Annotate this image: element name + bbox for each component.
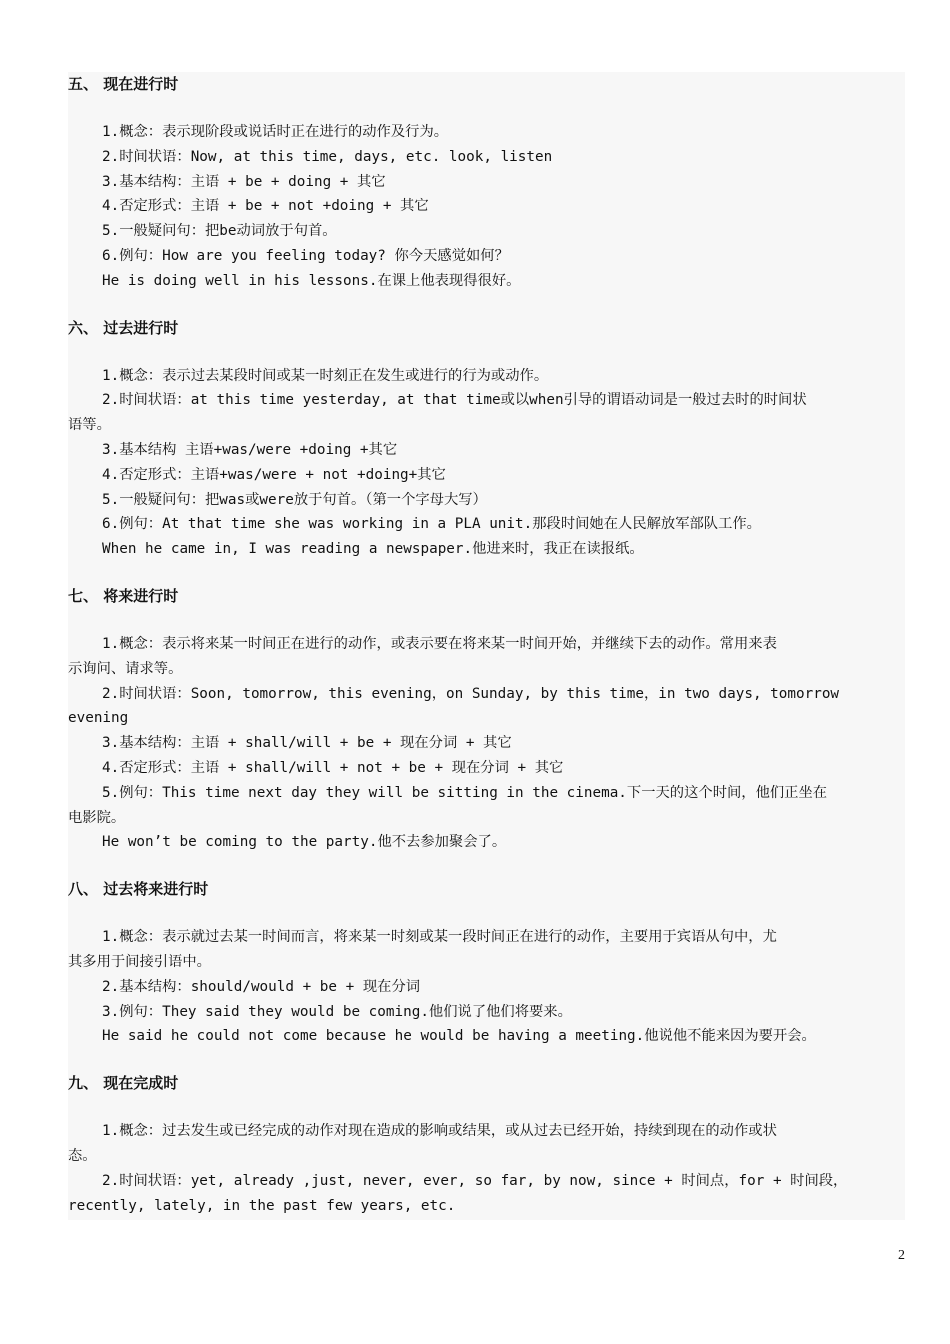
text-line: 语等。 [68, 417, 111, 434]
text-line: 2.基本结构：should/would + be + 现在分词 [102, 978, 421, 995]
heading-gap [68, 901, 905, 925]
text-line: 1.概念：表示现阶段或说话时正在进行的动作及行为。 [102, 124, 449, 140]
text-line: He said he could not come because he would be having a meeting.他说他不能来因为要开会。 [102, 1028, 816, 1045]
text-line: 3.基本结构：主语 + shall/will + be + 现在分词 + 其它 [102, 735, 512, 752]
text-line: He won’t be coming to the party.他不去参加聚会了。 [102, 834, 507, 851]
section-heading: 六、 过去进行时 [68, 318, 179, 337]
text-line: 5.例句：This time next day they will be sitting in the cinema.下一天的这个时间，他们正坐在 [102, 784, 828, 801]
heading-gap [68, 608, 905, 632]
text-line: 2.时间状语：yet, already ,just, never, ever, so far, by now, since + 时间点，for + 时间段， [102, 1172, 848, 1189]
text-line: 5.一般疑问句：把be动词放于句首。 [102, 223, 337, 240]
text-line: 1.概念：表示将来某一时间正在进行的动作，或表示要在将来某一时间开始，并继续下去的动作。常用来表 [102, 635, 777, 652]
section-gap [68, 855, 905, 877]
text-line: 示询问、请求等。 [68, 660, 183, 677]
text-line: 其多用于间接引语中。 [68, 953, 211, 970]
text-line: 6.例句：At that time she was working in a PLA unit.那段时间她在人民解放军部队工作。 [102, 516, 761, 533]
text-line: He is doing well in his lessons.在课上他表现得很好。 [102, 272, 521, 289]
heading-gap [68, 1095, 905, 1119]
text-line: 电影院。 [68, 809, 126, 826]
section-heading: 五、 现在进行时 [68, 75, 179, 93]
text-line: 6.例句：How are you feeling today? 你今天感觉如何？ [102, 247, 509, 264]
section-gap [68, 1049, 905, 1071]
text-line: 4.否定形式：主语+was/were + not +doing+其它 [102, 466, 446, 483]
text-line: 3.基本结构 主语+was/were +doing +其它 [102, 441, 398, 458]
text-line: evening [68, 710, 129, 727]
section-heading: 八、 过去将来进行时 [68, 880, 209, 899]
text-line: recently, lately, in the past few years, etc. [68, 1197, 456, 1214]
text-line: 1.概念：表示就过去某一时间而言，将来某一时刻或某一段时间正在进行的动作，主要用于宾语从句中，尤 [102, 929, 777, 946]
heading-gap [68, 96, 905, 120]
text-line: 2.时间状语：at this time yesterday, at that time或以when引导的谓语动词是一般过去时的时间状 [102, 392, 807, 409]
document-body [68, 72, 905, 1220]
text-line: 5.一般疑问句：把was或were放于句首。（第一个字母大写） [102, 491, 487, 508]
text-line: 4.否定形式：主语 + be + not +doing + 其它 [102, 198, 429, 215]
section-gap [68, 294, 905, 316]
text-line: 3.基本结构：主语 + be + doing + 其它 [102, 173, 386, 190]
section-heading: 九、 现在完成时 [68, 1074, 179, 1093]
text-line: 态。 [68, 1147, 97, 1164]
text-line: When he came in, I was reading a newspaper.他进来时，我正在读报纸。 [102, 541, 644, 558]
page-number: 2 [898, 1248, 905, 1263]
text-line: 2.时间状语：Soon, tomorrow, this evening，on Sunday, by this time，in two days, tomorrow [102, 685, 840, 702]
text-line: 1.概念：表示过去某段时间或某一时刻正在发生或进行的行为或动作。 [102, 367, 549, 384]
text-line: 2.时间状语：Now, at this time, days, etc. look, listen [102, 148, 553, 165]
heading-gap [68, 340, 905, 364]
section-heading: 七、 将来进行时 [68, 586, 179, 605]
text-line: 1.概念：过去发生或已经完成的动作对现在造成的影响或结果，或从过去已经开始，持续到现在的动作或状 [102, 1123, 777, 1140]
text-line: 3.例句：They said they would be coming.他们说了他们将要来。 [102, 1003, 572, 1020]
section-gap [68, 562, 905, 584]
text-line: 4.否定形式：主语 + shall/will + not + be + 现在分词 + 其它 [102, 759, 564, 776]
